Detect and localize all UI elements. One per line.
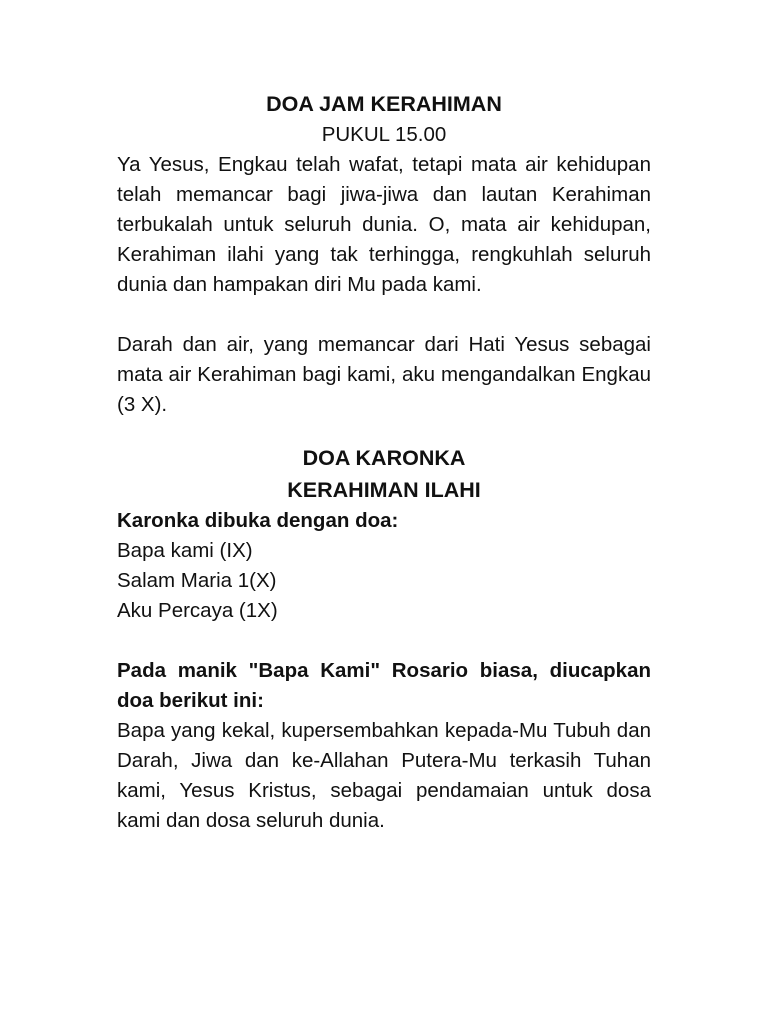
section-title-doa-jam-kerahiman: DOA JAM KERAHIMAN <box>266 92 502 116</box>
prayer-paragraph-1: Ya Yesus, Engkau telah wafat, tetapi mata air kehidupan telah memancar bagi jiwa-jiwa dan lautan Kerahiman terbukalah untuk seluruh dunia. O, mata air kehidupan, Kerahiman ilahi yang tak terhingga, rengkuhlah seluruh dunia dan hampakan diri Mu pada kami. <box>117 153 651 296</box>
section-subtitle-time: PUKUL 15.00 <box>321 123 447 146</box>
section-spacer <box>117 420 651 442</box>
section-title-doa-karonka: DOA KARONKA <box>302 446 466 470</box>
intro-item: Salam Maria 1(X) <box>117 569 277 592</box>
intro-item: Bapa kami (IX) <box>117 539 253 562</box>
instruction-heading: Pada manik "Bapa Kami" Rosario biasa, diucapkan doa berikut ini: <box>117 659 651 712</box>
section-title-kerahiman-ilahi: KERAHIMAN ILAHI <box>287 478 481 502</box>
paragraph-spacer <box>117 626 651 656</box>
paragraph-spacer <box>117 300 651 330</box>
intro-heading: Karonka dibuka dengan doa: <box>117 509 399 532</box>
prayer-paragraph-2: Darah dan air, yang memancar dari Hati Yesus sebagai mata air Kerahiman bagi kami, aku mengandalkan Engkau (3 X). <box>117 333 651 416</box>
prayer-paragraph-bapa-kekal: Bapa yang kekal, kupersembahkan kepada-Mu Tubuh dan Darah, Jiwa dan ke-Allahan Putera-Mu terkasih Tuhan kami, Yesus Kristus, sebagai pendamaian untuk dosa kami dan dosa seluruh dunia. <box>117 719 651 832</box>
intro-item: Aku Percaya (1X) <box>117 599 278 622</box>
document-content <box>117 88 651 836</box>
